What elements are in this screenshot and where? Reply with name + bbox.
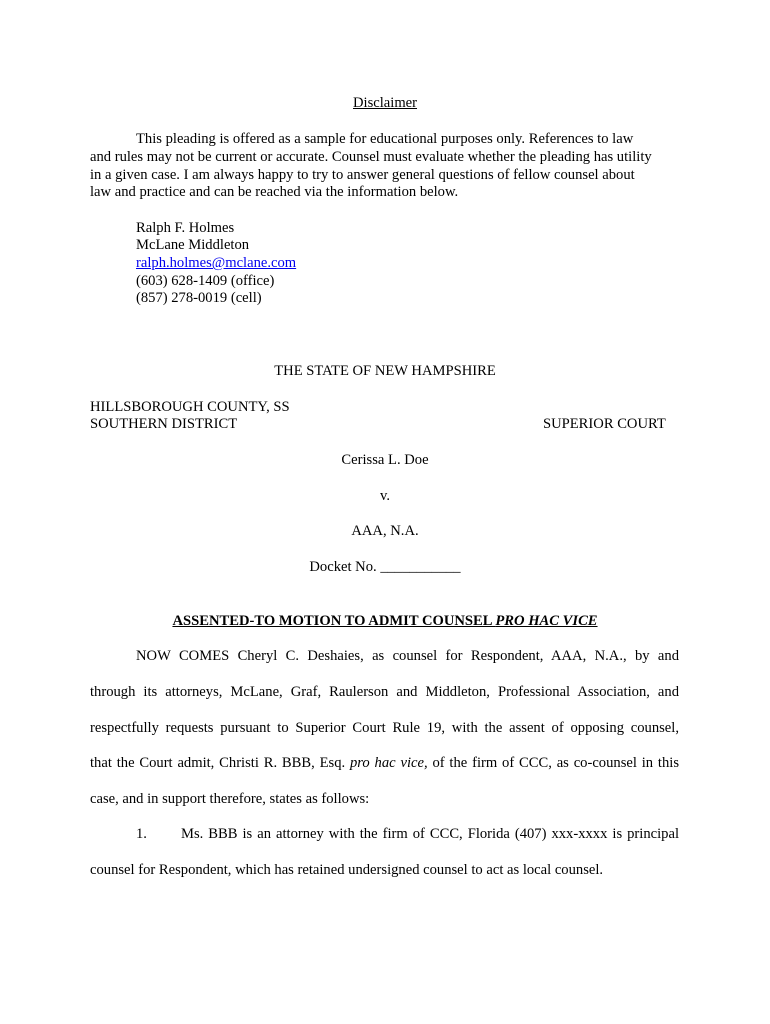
defendant-name: AAA, N.A. xyxy=(351,523,419,539)
district-line: SOUTHERN DISTRICT xyxy=(90,416,238,432)
disclaimer-line-4: law and practice and can be reached via the information below. xyxy=(90,184,459,200)
motion-body-line-2: through its attorneys, McLane, Graf, Raulerson and Middleton, Professional Association, and xyxy=(90,684,679,700)
item-1-number: 1. xyxy=(136,826,147,842)
court-name: SUPERIOR COURT xyxy=(543,416,666,432)
contact-name: Ralph F. Holmes xyxy=(136,220,235,236)
motion-body-line-3: respectfully requests pursuant to Superior Court Rule 19, with the assent of opposing counsel, xyxy=(90,720,679,736)
disclaimer-line-2: and rules may not be current or accurate. Counsel must evaluate whether the pleading has utility xyxy=(90,149,652,165)
disclaimer-line-1: This pleading is offered as a sample for educational purposes only. References to law xyxy=(136,131,634,147)
docket-number: Docket No. ___________ xyxy=(309,559,461,575)
line4-after: of the firm of CCC, as co-counsel in this xyxy=(427,755,680,771)
contact-office-phone: (603) 628-1409 (office) xyxy=(136,273,275,289)
line4-italic: pro hac vice, xyxy=(350,755,428,771)
disclaimer-line-3: in a given case. I am always happy to try to answer general questions of fellow counsel about xyxy=(90,167,635,183)
plaintiff-name: Cerissa L. Doe xyxy=(341,452,429,468)
motion-body-line-4 xyxy=(90,754,679,772)
motion-title-main: ASSENTED-TO MOTION TO ADMIT COUNSEL xyxy=(172,613,496,629)
contact-email-link[interactable]: ralph.holmes@mclane.com xyxy=(136,255,297,271)
motion-title-italic: PRO HAC VICE xyxy=(495,613,598,629)
motion-title xyxy=(0,612,770,630)
contact-firm: McLane Middleton xyxy=(136,237,250,253)
motion-body-line-1: NOW COMES Cheryl C. Deshaies, as counsel for Respondent, AAA, N.A., by and xyxy=(136,648,679,664)
motion-body-line-5: case, and in support therefore, states as follows: xyxy=(90,791,370,807)
item-1-line-1: Ms. BBB is an attorney with the firm of CCC, Florida (407) xxx-xxxx is principal xyxy=(181,826,679,842)
county-line: HILLSBOROUGH COUNTY, SS xyxy=(90,399,290,415)
versus-label: v. xyxy=(380,488,390,504)
line4-before: that the Court admit, Christi R. BBB, Esq. xyxy=(90,755,350,771)
disclaimer-title: Disclaimer xyxy=(352,95,418,111)
contact-cell-phone: (857) 278-0019 (cell) xyxy=(136,290,262,306)
item-1-line-2: counsel for Respondent, which has retained undersigned counsel to act as local counsel. xyxy=(90,862,604,878)
state-heading: THE STATE OF NEW HAMPSHIRE xyxy=(274,363,496,379)
